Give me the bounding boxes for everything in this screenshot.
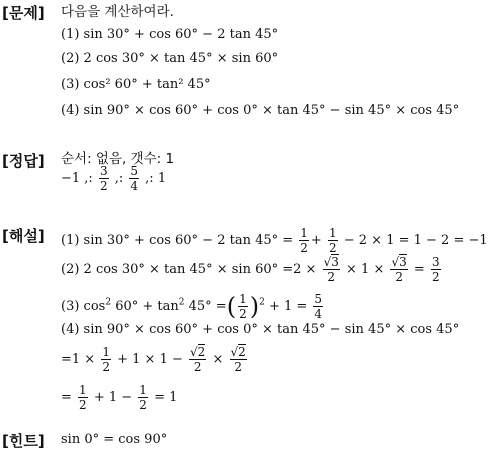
answer-line-1: 순서: 없음, 갯수: 1 bbox=[61, 151, 175, 167]
answer-label: [정답] bbox=[2, 152, 45, 170]
explanation-line-3: (3) $\cos^2 60^\circ + \tan^2 45^\circ$ =( $\frac{1}{2}$ )$^2$ + 1 = $\frac{5}{4}$ bbox=[61, 292, 323, 321]
answer-line-2: −1 ,: $\frac{3}{2}$ ,: $\frac{5}{4}$ ,: 1 bbox=[61, 164, 167, 193]
problem-item-3: (3) cos² 60° + tan² 45° bbox=[61, 77, 211, 92]
hint-label: [힌트] bbox=[2, 432, 45, 450]
explanation-line-2: (2) 2 cos 30° × tan 45° × sin 60° =2 × $\frac{√3}{2}$ × 1 × $\frac{√3}{2}$ = $\frac{3}{2}$ bbox=[61, 255, 440, 284]
explanation-line-6: = $\frac{1}{2}$ + 1 − $\frac{1}{2}$ = 1 bbox=[61, 383, 178, 412]
explanation-line-1: (1) sin 30° + cos 60° − 2 tan 45° = $\frac{1}{2}$ + $\frac{1}{2}$ − 2 × 1 = 1 − 2 = −1 bbox=[61, 226, 488, 255]
explanation-line-4: (4) sin 90° × cos 60° + cos 0° × tan 45° − sin 45° × cos 45° bbox=[61, 322, 460, 337]
problem-label: [문제] bbox=[2, 4, 45, 22]
problem-item-2: (2) 2 cos 30° × tan 45° × sin 60° bbox=[61, 51, 279, 66]
hint-text: sin 0° = cos 90° bbox=[61, 432, 168, 447]
answer-frac-5-4: $\frac{5}{4}$ bbox=[130, 164, 139, 193]
problem-item-1: (1) sin 30° + cos 60° − 2 tan 45° bbox=[61, 27, 279, 42]
explanation-line-5: =1 × $\frac{1}{2}$ + 1 × 1 − $\frac{√2}{2}$ × $\frac{√2}{2}$ bbox=[61, 345, 246, 374]
problem-instruction: 다음을 계산하여라. bbox=[61, 4, 174, 20]
explanation-label: [해설] bbox=[2, 227, 45, 245]
answer-frac-3-2: $\frac{3}{2}$ bbox=[99, 164, 108, 193]
problem-item-4: (4) sin 90° × cos 60° + cos 0° × tan 45° − sin 45° × cos 45° bbox=[61, 103, 460, 118]
